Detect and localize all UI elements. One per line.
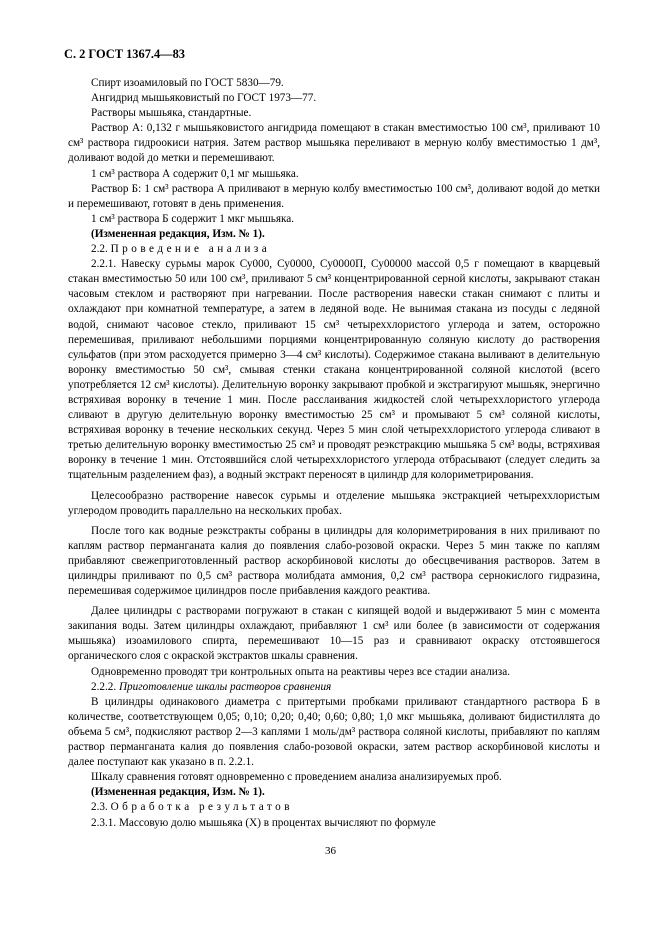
amendment-note: (Измененная редакция, Изм. № 1). — [91, 786, 265, 799]
paragraph: В цилиндры одинакового диаметра с притертыми пробками приливают стандартного раствора Б в количестве, соответствующем 0,05; 0,10; 0,20; 0,40; 0,60; 0,80; 1,0 мкг мышьяка, доливают бидистиллята до объема 5 см³, подкисляют раствор 2—3 каплями 1 моль/дм³ раствора соляной кислоты, прибавляют по каплям раствор перманганата калия до появления слабо-розовой окраски, затем раствор аскорбиновой кислоты и далее поступают как указано в п. 2.2.1. — [68, 695, 600, 769]
paragraph: Растворы мышьяка, стандартные. — [91, 107, 252, 120]
paragraph: Далее цилиндры с растворами погружают в стакан с кипящей водой и выдерживают 5 мин с момента закипания воды. Затем цилиндры охлаждают, прибавляют 1 см³ или более (в зависимости от содержания мышьяка) изоамилового спирта, перемешивают 10—15 раз и сравнивают окраску отстоявшегося органического слоя с окраской экстрактов шкалы сравнения. — [68, 605, 600, 663]
subsection-title: Приготовление шкалы растворов сравнения — [118, 680, 332, 693]
paragraph: 1 см³ раствора Б содержит 1 мкг мышьяка. — [91, 212, 295, 225]
paragraph: Одновременно проводят три контрольных опыта на реактивы через все стадии анализа. — [91, 665, 510, 678]
paragraph: Раствор Б: 1 см³ раствора А приливают в мерную колбу вместимостью 100 см³, доливают водой до метки и перемешивают, готовят в день применения. — [68, 182, 600, 210]
section-title: Обработка результатов — [110, 801, 294, 814]
subsection-number: 2.2.2. — [91, 680, 117, 693]
section-number: 2.3. — [91, 801, 108, 814]
paragraph: 2.3.1. Массовую долю мышьяка (X) в процентах вычисляют по формуле — [91, 816, 436, 829]
section-number: 2.2. — [91, 243, 108, 256]
page-header: С. 2 ГОСТ 1367.4—83 — [64, 47, 185, 61]
paragraph: Ангидрид мышьяковистый по ГОСТ 1973—77. — [91, 92, 317, 105]
amendment-note: (Измененная редакция, Изм. № 1). — [91, 227, 265, 240]
paragraph: Целесообразно растворение навесок сурьмы и отделение мышьяка экстракцией четыреххлористым углеродом проводить параллельно на нескольких пробах. — [68, 489, 600, 517]
document-body — [68, 76, 600, 831]
section-title: Проведение анализа — [110, 243, 271, 256]
subsection-heading — [68, 680, 600, 695]
paragraph: После того как водные реэкстракты собраны в цилиндры для колориметрирования в них приливают по каплям раствор перманганата калия до появления слабо-розовой окраски. Через 5 мин также по каплям прибавляют свежеприготовленный раствор аскорбиновой кислоты до обесцвечивания растворов. Затем в цилиндры приливают по 0,5 см³ раствора молибдата аммония, 0,2 см³ раствора сернокислого гидразина, перемешивая содержимое цилиндров после прибавления каждого реактива. — [68, 524, 600, 598]
paragraph: Раствор А: 0,132 г мышьяковистого ангидрида помещают в стакан вместимостью 100 см³, приливают 10 см³ раствора гидроокиси натрия. Затем раствор мышьяка переливают в мерную колбу вместимостью 1 дм³, доливают водой до метки и перемешивают. — [68, 122, 600, 165]
paragraph: Шкалу сравнения готовят одновременно с проведением анализа анализируемых проб. — [91, 771, 502, 784]
page-number: 36 — [325, 845, 336, 857]
paragraph: 1 см³ раствора А содержит 0,1 мг мышьяка. — [91, 167, 299, 180]
section-heading — [68, 242, 600, 257]
paragraph: 2.2.1. Навеску сурьмы марок Су000, Су0000, Су0000П, Су00000 массой 0,5 г помещают в кварцевый стакан вместимостью 50 или 100 см³, приливают 5 см³ концентрированной серной кислоты, закрывают стакан часовым стеклом и растворяют при нагревании. После растворения навески стакан снимают с плиты и охлаждают при комнатной температуре, а затем в ледяной воде. Не вынимая стакана из посуды с ледяной водой, снимают часовое стекло, приливают 15 см³ четыреххлористого углерода и затем, осторожно перемешивая, приливают небольшими порциями концентрированную соляную кислоту до растворения сульфатов (при этом расходуется примерно 3—4 см³ кислоты). Содержимое стакана выливают в делительную воронку вместимостью 50 см³, смывая стенки стакана концентрированной соляной кислотой (всего употребляется 12 см³ кислоты). Делительную воронку закрывают пробкой и экстрагируют мышьяк, энергично встряхивая воронку в течение 1 мин. После расслаивания жидкостей слой четыреххлористого углерода сливают в другую делительную воронку вместимостью 25 см³ и промывают 5 см³ соляной кислоты, встряхивая воронку в течение нескольких секунд. Через 5 мин слой четыреххлористого углерода сливают в третью делительную воронку вместимостью 25 см³ и проводят реэкстракцию мышьяка 5 см³ воды, встряхивая воронку в течение 1 мин. Отстоявшийся слой четыреххлористого углерода отбрасывают (следует следить за тщательным разделением фаз), а водный экстракт переносят в цилиндр для колориметрирования. — [68, 258, 600, 482]
section-heading — [68, 800, 600, 815]
paragraph: Спирт изоамиловый по ГОСТ 5830—79. — [91, 77, 284, 89]
